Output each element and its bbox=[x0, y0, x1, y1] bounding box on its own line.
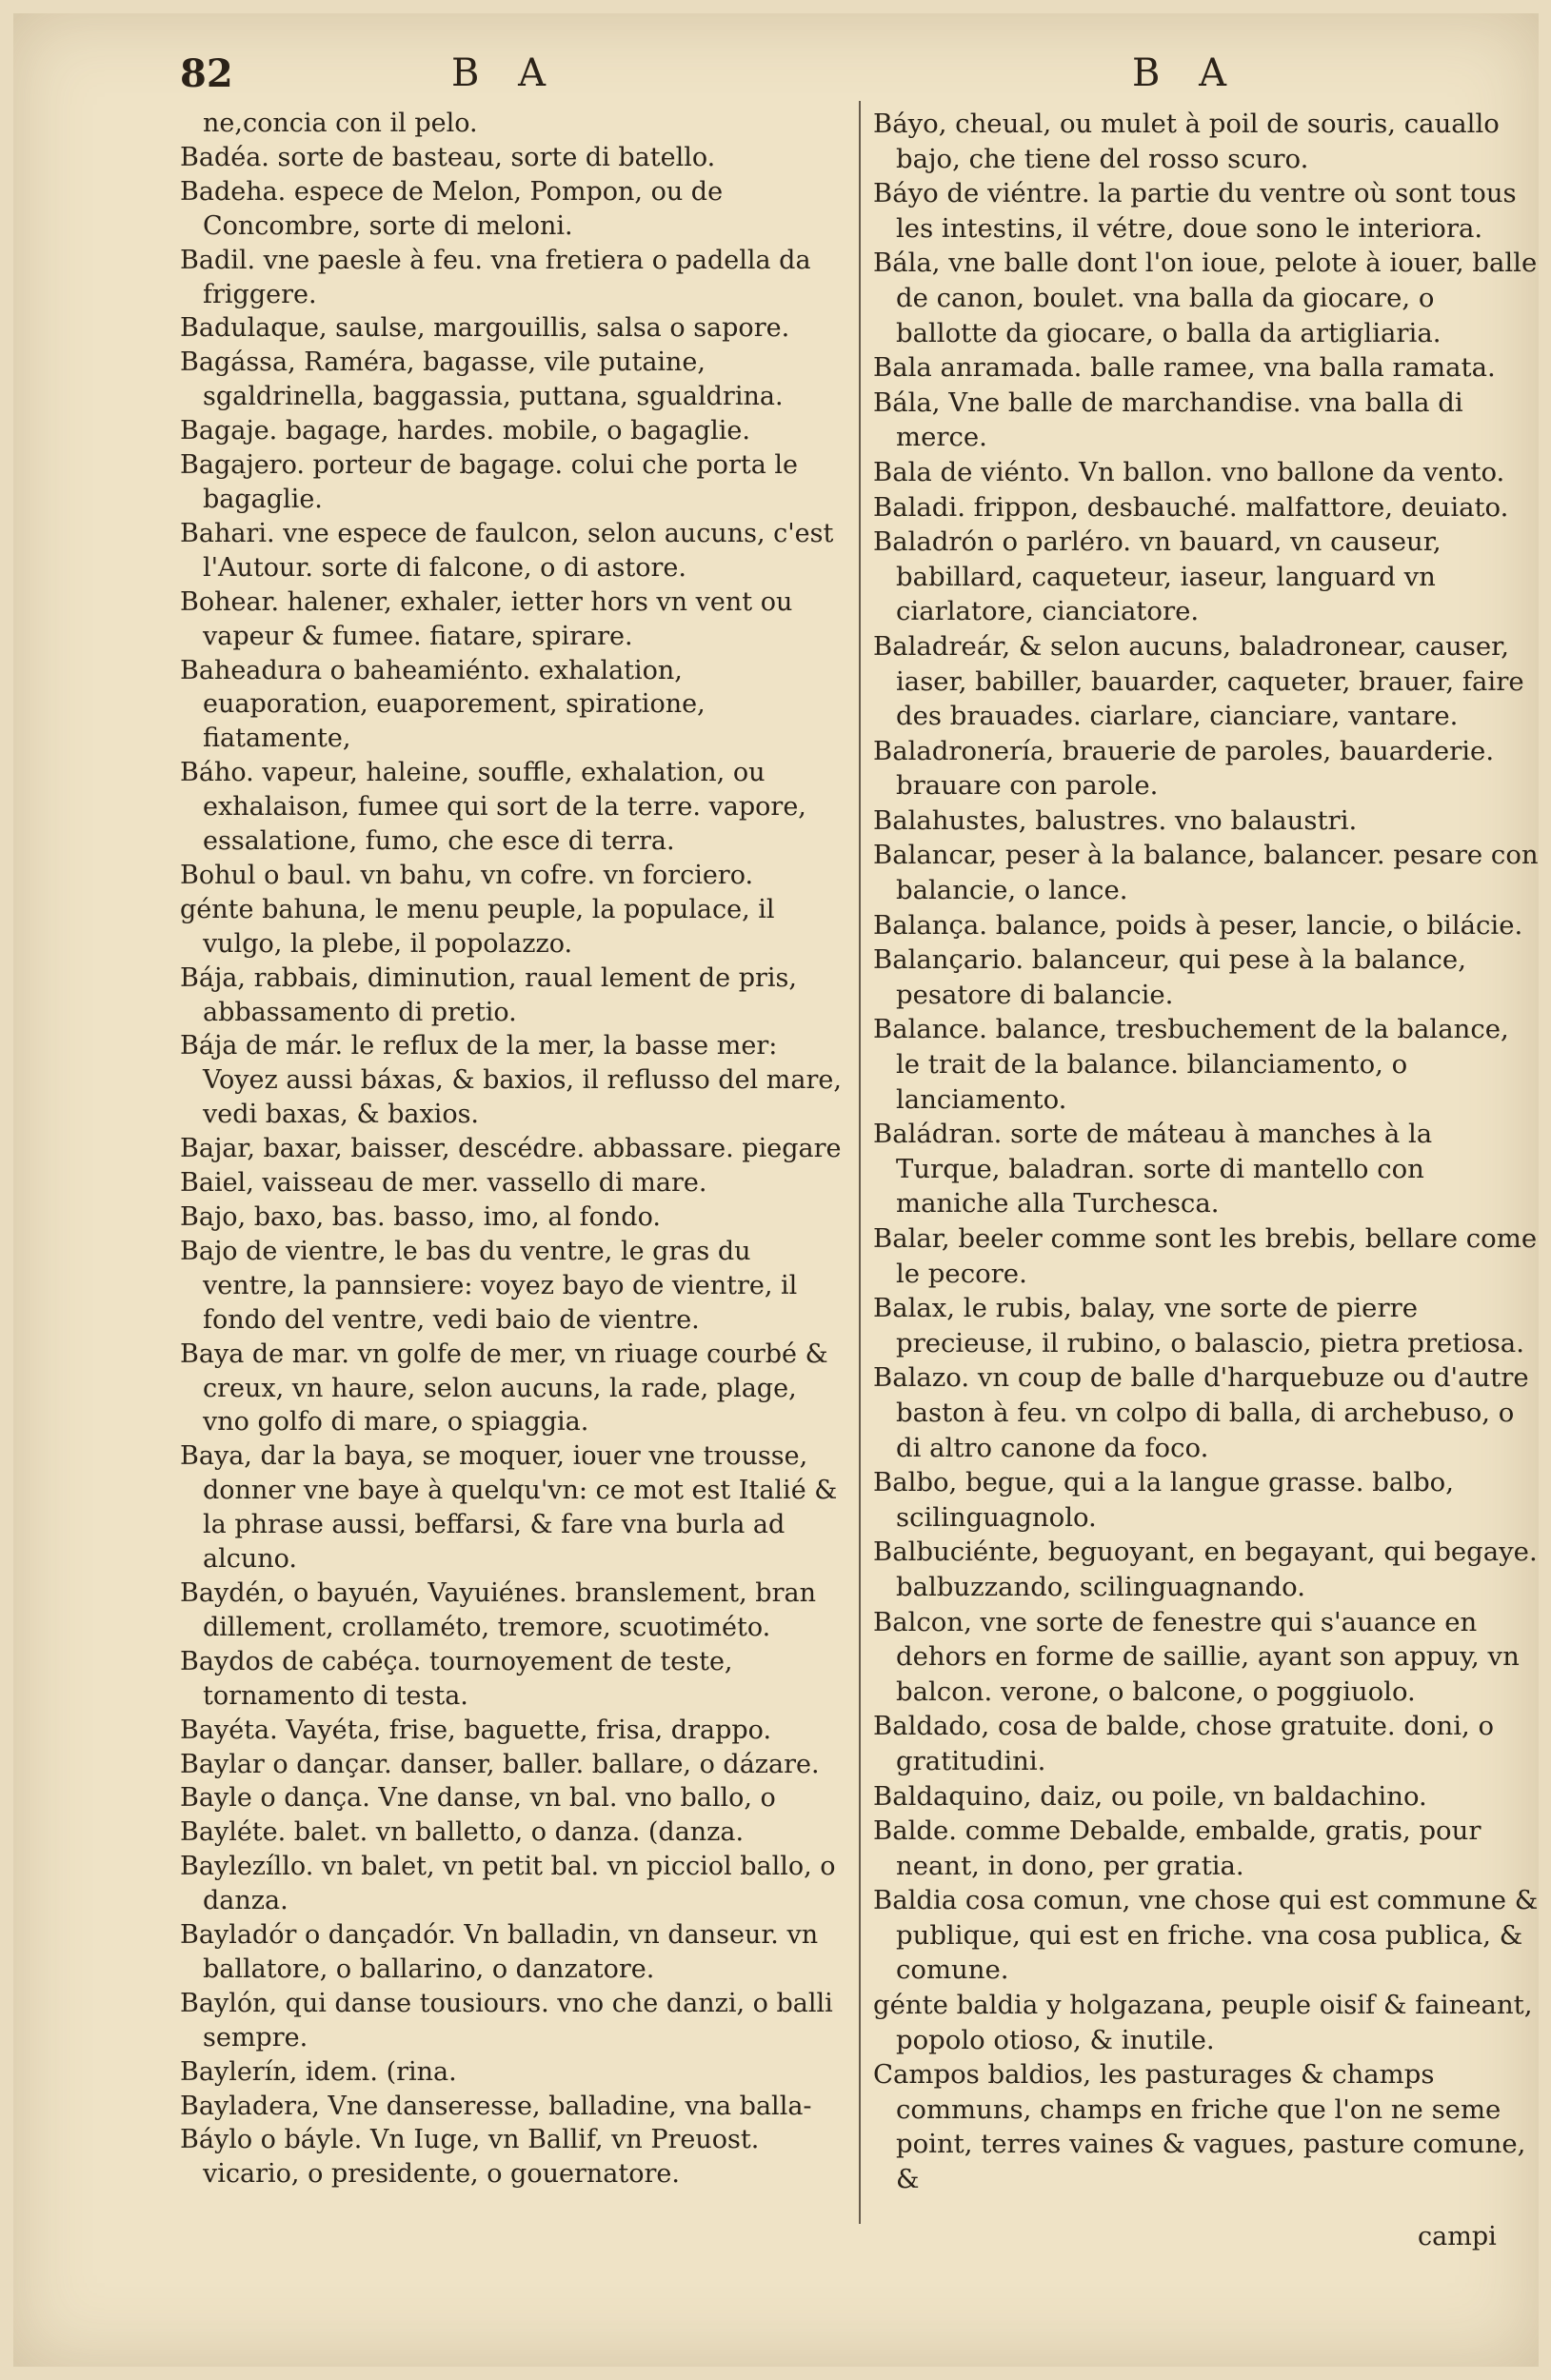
dictionary-entry: Baladreár, & selon aucuns, baladronear, causer, iaser, babiller, bauarder, caqueter, brauer, faire des brauades. ciarlare, cianciare, vantare. bbox=[873, 630, 1524, 732]
dictionary-entry: génte baldia y holgazana, peuple oisif & faineant, popolo otioso, & inutile. bbox=[873, 1990, 1533, 2055]
dictionary-entry: Baydén, o bayuén, Vayuiénes. branslement, bran dillement, crollaméto, tremore, scuotiméto. bbox=[180, 1577, 816, 1642]
dictionary-entry: Baladronería, brauerie de paroles, bauarderie. brauare con parole. bbox=[873, 735, 1495, 802]
page-header bbox=[13, 51, 1539, 99]
dictionary-entry: Bayladera, Vne danseresse, balladine, vna balla- bbox=[180, 2091, 812, 2121]
dictionary-entry: Bayle o dança. Vne danse, vn bal. vno ballo, o bbox=[180, 1783, 776, 1814]
dictionary-entry: génte bahuna, le menu peuple, la populace, il vulgo, la plebe, il popolazzo. bbox=[180, 894, 775, 959]
dictionary-entry: Balançario. balanceur, qui pese à la balance, pesatore di balancie. bbox=[873, 944, 1466, 1010]
dictionary-entry: Baya de mar. vn golfe de mer, vn riuage courbé & creux, vn haure, selon aucuns, la rade, plage, vno golfo di mare, o spiaggia. bbox=[180, 1339, 828, 1438]
dictionary-entry: Baya, dar la baya, se moquer, iouer vne trousse, donner vne baye à quelqu'vn: ce mot est Italié & la phrase aussi, beffarsi, & fare vna burla ad alcuno. bbox=[180, 1441, 838, 1575]
dictionary-page bbox=[13, 13, 1539, 2367]
dictionary-entry: Badil. vne paesle à feu. vna fretiera o padella da friggere. bbox=[180, 245, 811, 309]
dictionary-entry: Balazo. vn coup de balle d'harquebuze ou d'autre baston à feu. vn colpo di balla, di archebuso, o di altro canone da foco. bbox=[873, 1362, 1529, 1463]
dictionary-entry: Balbuciénte, beguoyant, en begayant, qui begaye. balbuzzando, scilinguagnando. bbox=[873, 1537, 1538, 1602]
running-head-right: B A bbox=[1132, 51, 1240, 95]
dictionary-entry: Baldia cosa comun, vne chose qui est commune & publique, qui est en friche. vna cosa publica, & comune. bbox=[873, 1885, 1539, 1986]
dictionary-entry: Balcon, vne sorte de fenestre qui s'auance en dehors en forme de saillie, ayant son appuy, vn balcon. verone, o balcone, o poggiuolo. bbox=[873, 1606, 1520, 1707]
dictionary-entry: Badeha. espece de Melon, Pompon, ou de Concombre, sorte di meloni. bbox=[180, 176, 724, 241]
dictionary-entry: Balahustes, balustres. vno balaustri. bbox=[873, 804, 1358, 836]
dictionary-entry: Balança. balance, poids à peser, lancie, o bilácie. bbox=[873, 909, 1523, 941]
page-number: 82 bbox=[180, 51, 233, 96]
dictionary-entry: Balbo, begue, qui a la langue grasse. balbo, scilinguagnolo. bbox=[873, 1467, 1454, 1533]
dictionary-entry: Baládran. sorte de máteau à manches à la Turque, baladran. sorte di mantello con maniche alla Turchesca. bbox=[873, 1119, 1433, 1220]
dictionary-entry: Báyo, cheual, ou mulet à poil de souris, cauallo bajo, che tiene del rosso scuro. bbox=[873, 109, 1500, 174]
dictionary-entry: Baladi. frippon, desbauché. malfattore, deuiato. bbox=[873, 491, 1509, 523]
dictionary-entry: Balde. comme Debalde, embalde, gratis, pour neant, in dono, per gratia. bbox=[873, 1815, 1481, 1881]
dictionary-entry: Báyo de viéntre. la partie du ventre où sont tous les intestins, il vétre, doue sono le interiora. bbox=[873, 178, 1517, 244]
dictionary-entry: Báylo o báyle. Vn Iuge, vn Ballif, vn Preuost. vicario, o presidente, o gouernatore. bbox=[180, 2125, 760, 2190]
dictionary-entry: Bagajero. porteur de bagage. colui che porta le bagaglie. bbox=[180, 450, 798, 514]
left-column bbox=[180, 107, 846, 2192]
dictionary-entry: Bajo, baxo, bas. basso, imo, al fondo. bbox=[180, 1202, 661, 1232]
running-head-left: B A bbox=[451, 51, 559, 95]
dictionary-entry: Bala de viénto. Vn ballon. vno ballone da vento. bbox=[873, 456, 1505, 487]
dictionary-entry: Bahari. vne espece de faulcon, selon aucuns, c'est l'Autour. sorte di falcone, o di astore. bbox=[180, 518, 834, 583]
catchword: campi bbox=[1418, 2222, 1497, 2251]
dictionary-entry: Balax, le rubis, balay, vne sorte de pierre precieuse, il rubino, o balascio, pietra pretiosa. bbox=[873, 1293, 1524, 1359]
dictionary-entry: Bála, Vne balle de marchandise. vna balla di merce. bbox=[873, 387, 1463, 453]
dictionary-entry: Bagaje. bagage, hardes. mobile, o bagaglie. bbox=[180, 416, 750, 446]
dictionary-entry: Baydos de cabéça. tournoyement de teste, tornamento di testa. bbox=[180, 1646, 733, 1711]
dictionary-entry: Baylerín, idem. (rina. bbox=[180, 2056, 457, 2087]
dictionary-entry: Baiel, vaisseau de mer. vassello di mare. bbox=[180, 1168, 707, 1199]
dictionary-entry: Báho. vapeur, haleine, souffle, exhalation, ou exhalaison, fumee qui sort de la terre. vapore, essalatione, fumo, che esce di terra. bbox=[180, 758, 806, 857]
right-column bbox=[873, 107, 1540, 2197]
dictionary-entry: Bayléte. balet. vn balletto, o danza. (danza. bbox=[180, 1817, 745, 1848]
dictionary-entry: Baylón, qui danse tousiours. vno che danzi, o balli sempre. bbox=[180, 1988, 833, 2053]
dictionary-entry: Baldaquino, daiz, ou poile, vn baldachino. bbox=[873, 1780, 1427, 1812]
dictionary-entry: Bajo de vientre, le bas du ventre, le gras du ventre, la pannsiere: voyez bayo de vientre, il fondo del ventre, vedi baio de vientre. bbox=[180, 1236, 798, 1335]
dictionary-entry: Bája, rabbais, diminution, raual lement de pris, abbassamento di pretio. bbox=[180, 962, 797, 1027]
dictionary-entry: Baheadura o baheamiénto. exhalation, euaporation, euaporement, spiratione, fiatamente, bbox=[180, 655, 706, 754]
dictionary-entry: Baylezíllo. vn balet, vn petit bal. vn picciol ballo, o danza. bbox=[180, 1852, 836, 1916]
dictionary-entry: Balance. balance, tresbuchement de la balance, le trait de la balance. bilanciamento, o lanciamento. bbox=[873, 1014, 1509, 1115]
dictionary-entry: Bajar, baxar, baisser, descédre. abbassare. piegare bbox=[180, 1134, 842, 1164]
dictionary-entry: Balancar, peser à la balance, balancer. pesare con balancie, o lance. bbox=[873, 840, 1539, 906]
dictionary-entry: Baldado, cosa de balde, chose gratuite. doni, o gratitudini. bbox=[873, 1711, 1495, 1776]
column-divider bbox=[859, 101, 861, 2224]
dictionary-entry: Bohul o baul. vn bahu, vn cofre. vn forciero. bbox=[180, 860, 754, 890]
dictionary-entry: Bohear. halener, exhaler, ietter hors vn vent ou vapeur & fumee. fiatare, spirare. bbox=[180, 586, 793, 651]
dictionary-entry: Campos baldios, les pasturages & champs communs, champs en friche que l'on ne seme point, terres vaines & vagues, pasture comune, & bbox=[873, 2059, 1526, 2195]
dictionary-entry: Badulaque, saulse, margouillis, salsa o sapore. bbox=[180, 313, 790, 344]
dictionary-entry: Baylar o dançar. danser, baller. ballare, o dázare. bbox=[180, 1749, 820, 1779]
dictionary-entry: Bája de már. le reflux de la mer, la basse mer: Voyez aussi báxas, & baxios, il reflusso del mare, vedi baxas, & baxios. bbox=[180, 1031, 842, 1130]
dictionary-entry: Bagássa, Raméra, bagasse, vile putaine, sgaldrinella, baggassia, puttana, sgualdrina. bbox=[180, 347, 784, 412]
dictionary-entry: Bala anramada. balle ramee, vna balla ramata. bbox=[873, 352, 1496, 384]
dictionary-entry: Bayéta. Vayéta, frise, baguette, frisa, drappo. bbox=[180, 1715, 772, 1745]
dictionary-entry: Baladrón o parléro. vn bauard, vn causeur, babillard, caqueteur, iaseur, languard vn ciarlatore, cianciatore. bbox=[873, 526, 1442, 627]
dictionary-entry: Bála, vne balle dont l'on ioue, pelote à iouer, balle de canon, boulet. vna balla da giocare, o ballotte da giocare, o balla da artigliaria. bbox=[873, 248, 1538, 348]
dictionary-entry: ne,concia con il pelo. bbox=[203, 109, 478, 138]
dictionary-entry: Bayladór o dançadór. Vn balladin, vn danseur. vn ballatore, o ballarino, o danzatore. bbox=[180, 1920, 819, 1984]
dictionary-entry: Badéa. sorte de basteau, sorte di batello. bbox=[180, 142, 716, 172]
dictionary-entry: Balar, beeler comme sont les brebis, bellare come le pecore. bbox=[873, 1223, 1538, 1289]
